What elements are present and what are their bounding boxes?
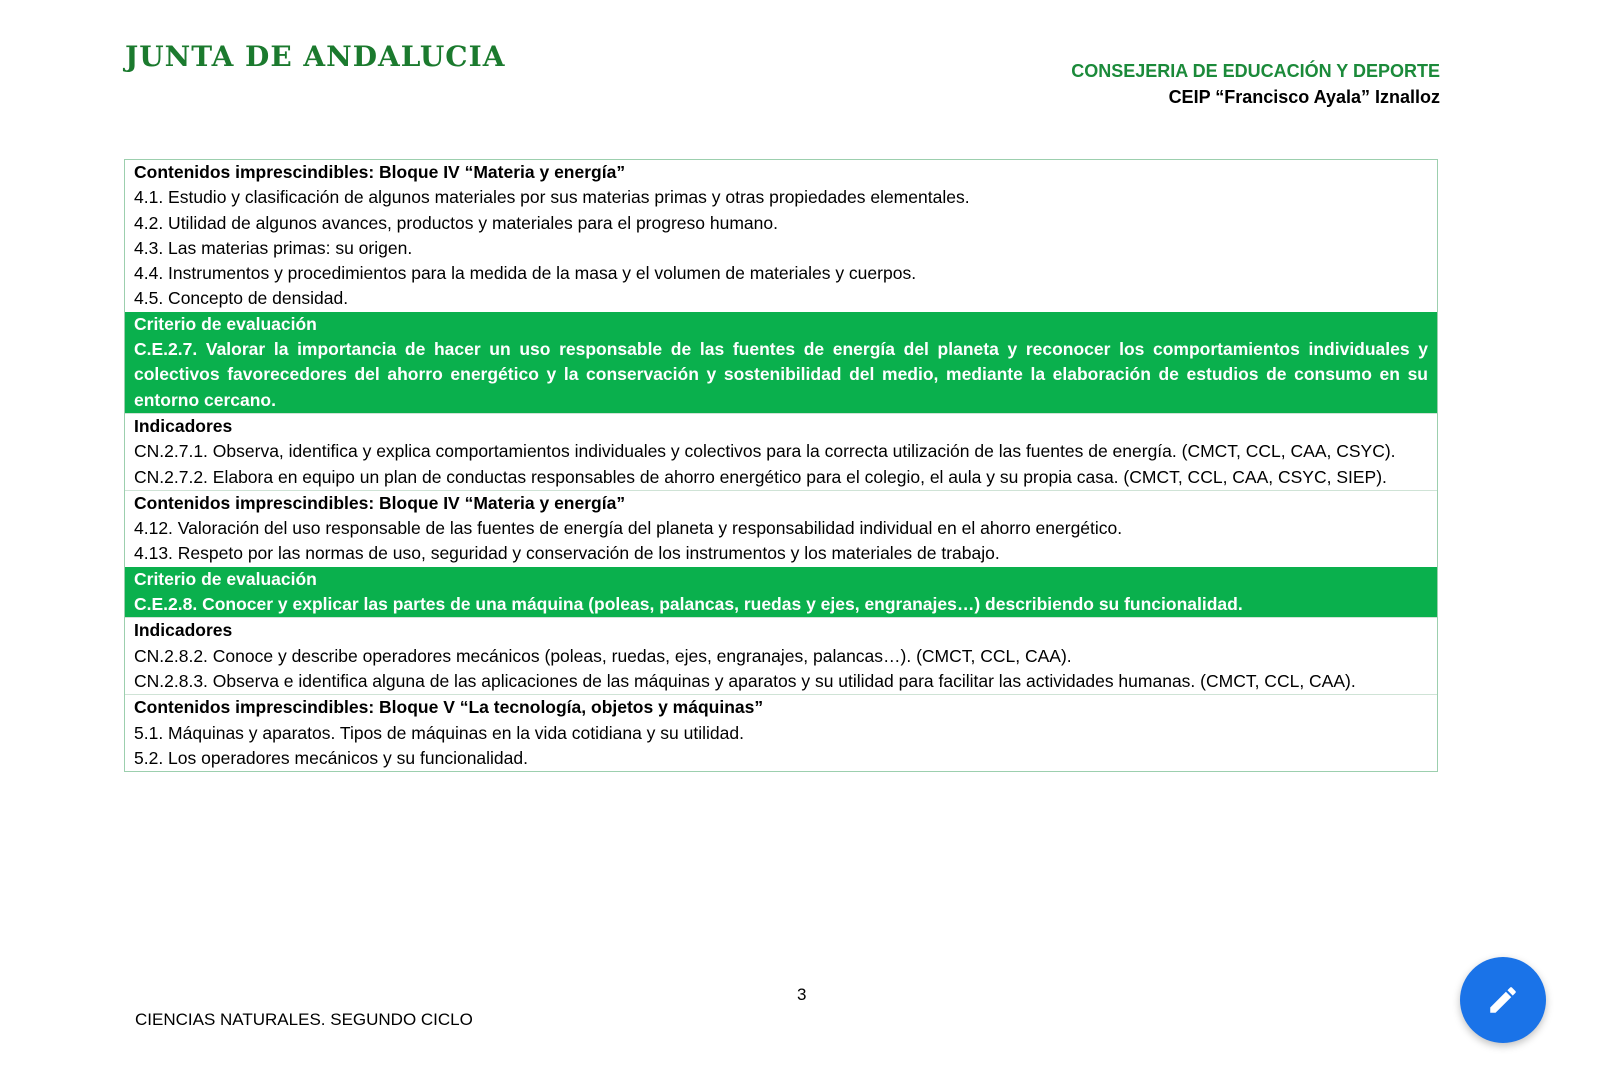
page-number: 3 <box>797 985 807 1004</box>
indicadores-section-2 <box>125 617 1437 694</box>
criterio-section-2 <box>125 567 1437 618</box>
indicator-item: CN.2.8.3. Observa e identifica alguna de las aplicaciones de las máquinas y aparatos y su utilidad para facilitar las actividades humanas. (CMCT, CCL, CAA). <box>134 670 1356 691</box>
criterio-section-1 <box>125 312 1437 413</box>
content-item: 4.13. Respeto por las normas de uso, seguridad y conservación de los instrumentos y los materiales de trabajo. <box>134 543 1000 564</box>
contenidos-section-1 <box>125 160 1437 312</box>
content-item: 5.2. Los operadores mecánicos y su funcionalidad. <box>134 747 528 768</box>
header-right <box>1071 58 1440 110</box>
junta-andalucia-logo: JUNTA DE ANDALUCIA <box>125 40 506 73</box>
indicator-item: CN.2.8.2. Conoce y describe operadores mecánicos (poleas, ruedas, ejes, engranajes, palancas…). (CMCT, CCL, CAA). <box>134 645 1072 666</box>
section-title: Contenidos imprescindibles: Bloque V “La tecnología, objetos y máquinas” <box>134 697 764 718</box>
footer-subject: CIENCIAS NATURALES. SEGUNDO CICLO <box>135 1010 473 1029</box>
pencil-icon <box>1486 983 1520 1017</box>
indicator-item: CN.2.7.1. Observa, identifica y explica comportamientos individuales y colectivos para la correcta utilización de las fuentes de energía. (CMCT, CCL, CAA, CSYC). <box>134 441 1396 462</box>
content-item: 4.12. Valoración del uso responsable de las fuentes de energía del planeta y responsabilidad individual en el ahorro energético. <box>134 518 1123 539</box>
curriculum-table <box>124 159 1438 772</box>
content-item: 5.1. Máquinas y aparatos. Tipos de máquinas en la vida cotidiana y su utilidad. <box>134 722 744 743</box>
indicator-item: CN.2.7.2. Elabora en equipo un plan de conductas responsables de ahorro energético para el colegio, el aula y su propia casa. (CMCT, CCL, CAA, CSYC, SIEP). <box>134 466 1387 487</box>
content-item: 4.3. Las materias primas: su origen. <box>134 237 413 258</box>
indicadores-section-1 <box>125 413 1437 490</box>
content-item: 4.1. Estudio y clasificación de algunos materiales por sus materias primas y otras propiedades elementales. <box>134 187 970 208</box>
indicadores-title: Indicadores <box>134 415 233 436</box>
content-item: 4.2. Utilidad de algunos avances, productos y materiales para el progreso humano. <box>134 212 778 233</box>
section-title: Contenidos imprescindibles: Bloque IV “Materia y energía” <box>134 492 626 513</box>
section-title: Contenidos imprescindibles: Bloque IV “Materia y energía” <box>134 162 626 182</box>
edit-fab-button[interactable] <box>1460 957 1546 1043</box>
content-item: 4.4. Instrumentos y procedimientos para la medida de la masa y el volumen de materiales y cuerpos. <box>134 263 917 284</box>
school-name: CEIP “Francisco Ayala” Iznalloz <box>1168 87 1440 107</box>
consejeria-title: CONSEJERIA DE EDUCACIÓN Y DEPORTE <box>1071 61 1440 81</box>
contenidos-section-2 <box>125 490 1437 567</box>
criterio-title: Criterio de evaluación <box>134 568 317 589</box>
criterio-title: Criterio de evaluación <box>134 313 317 334</box>
criterio-text: C.E.2.7. Valorar la importancia de hacer un uso responsable de las fuentes de energía del planeta y reconocer los comportamientos individuales y colectivos favorecedores del ahorro energético y la conservación y sostenibilidad del medio, mediante la elaboración de estudios de consumo en su entorno cercano. <box>134 339 1428 410</box>
contenidos-section-3 <box>125 694 1437 771</box>
indicadores-title: Indicadores <box>134 620 233 641</box>
criterio-text: C.E.2.8. Conocer y explicar las partes de una máquina (poleas, palancas, ruedas y ejes, engranajes…) describiendo su funcionalidad. <box>134 594 1243 615</box>
content-item: 4.5. Concepto de densidad. <box>134 288 349 309</box>
